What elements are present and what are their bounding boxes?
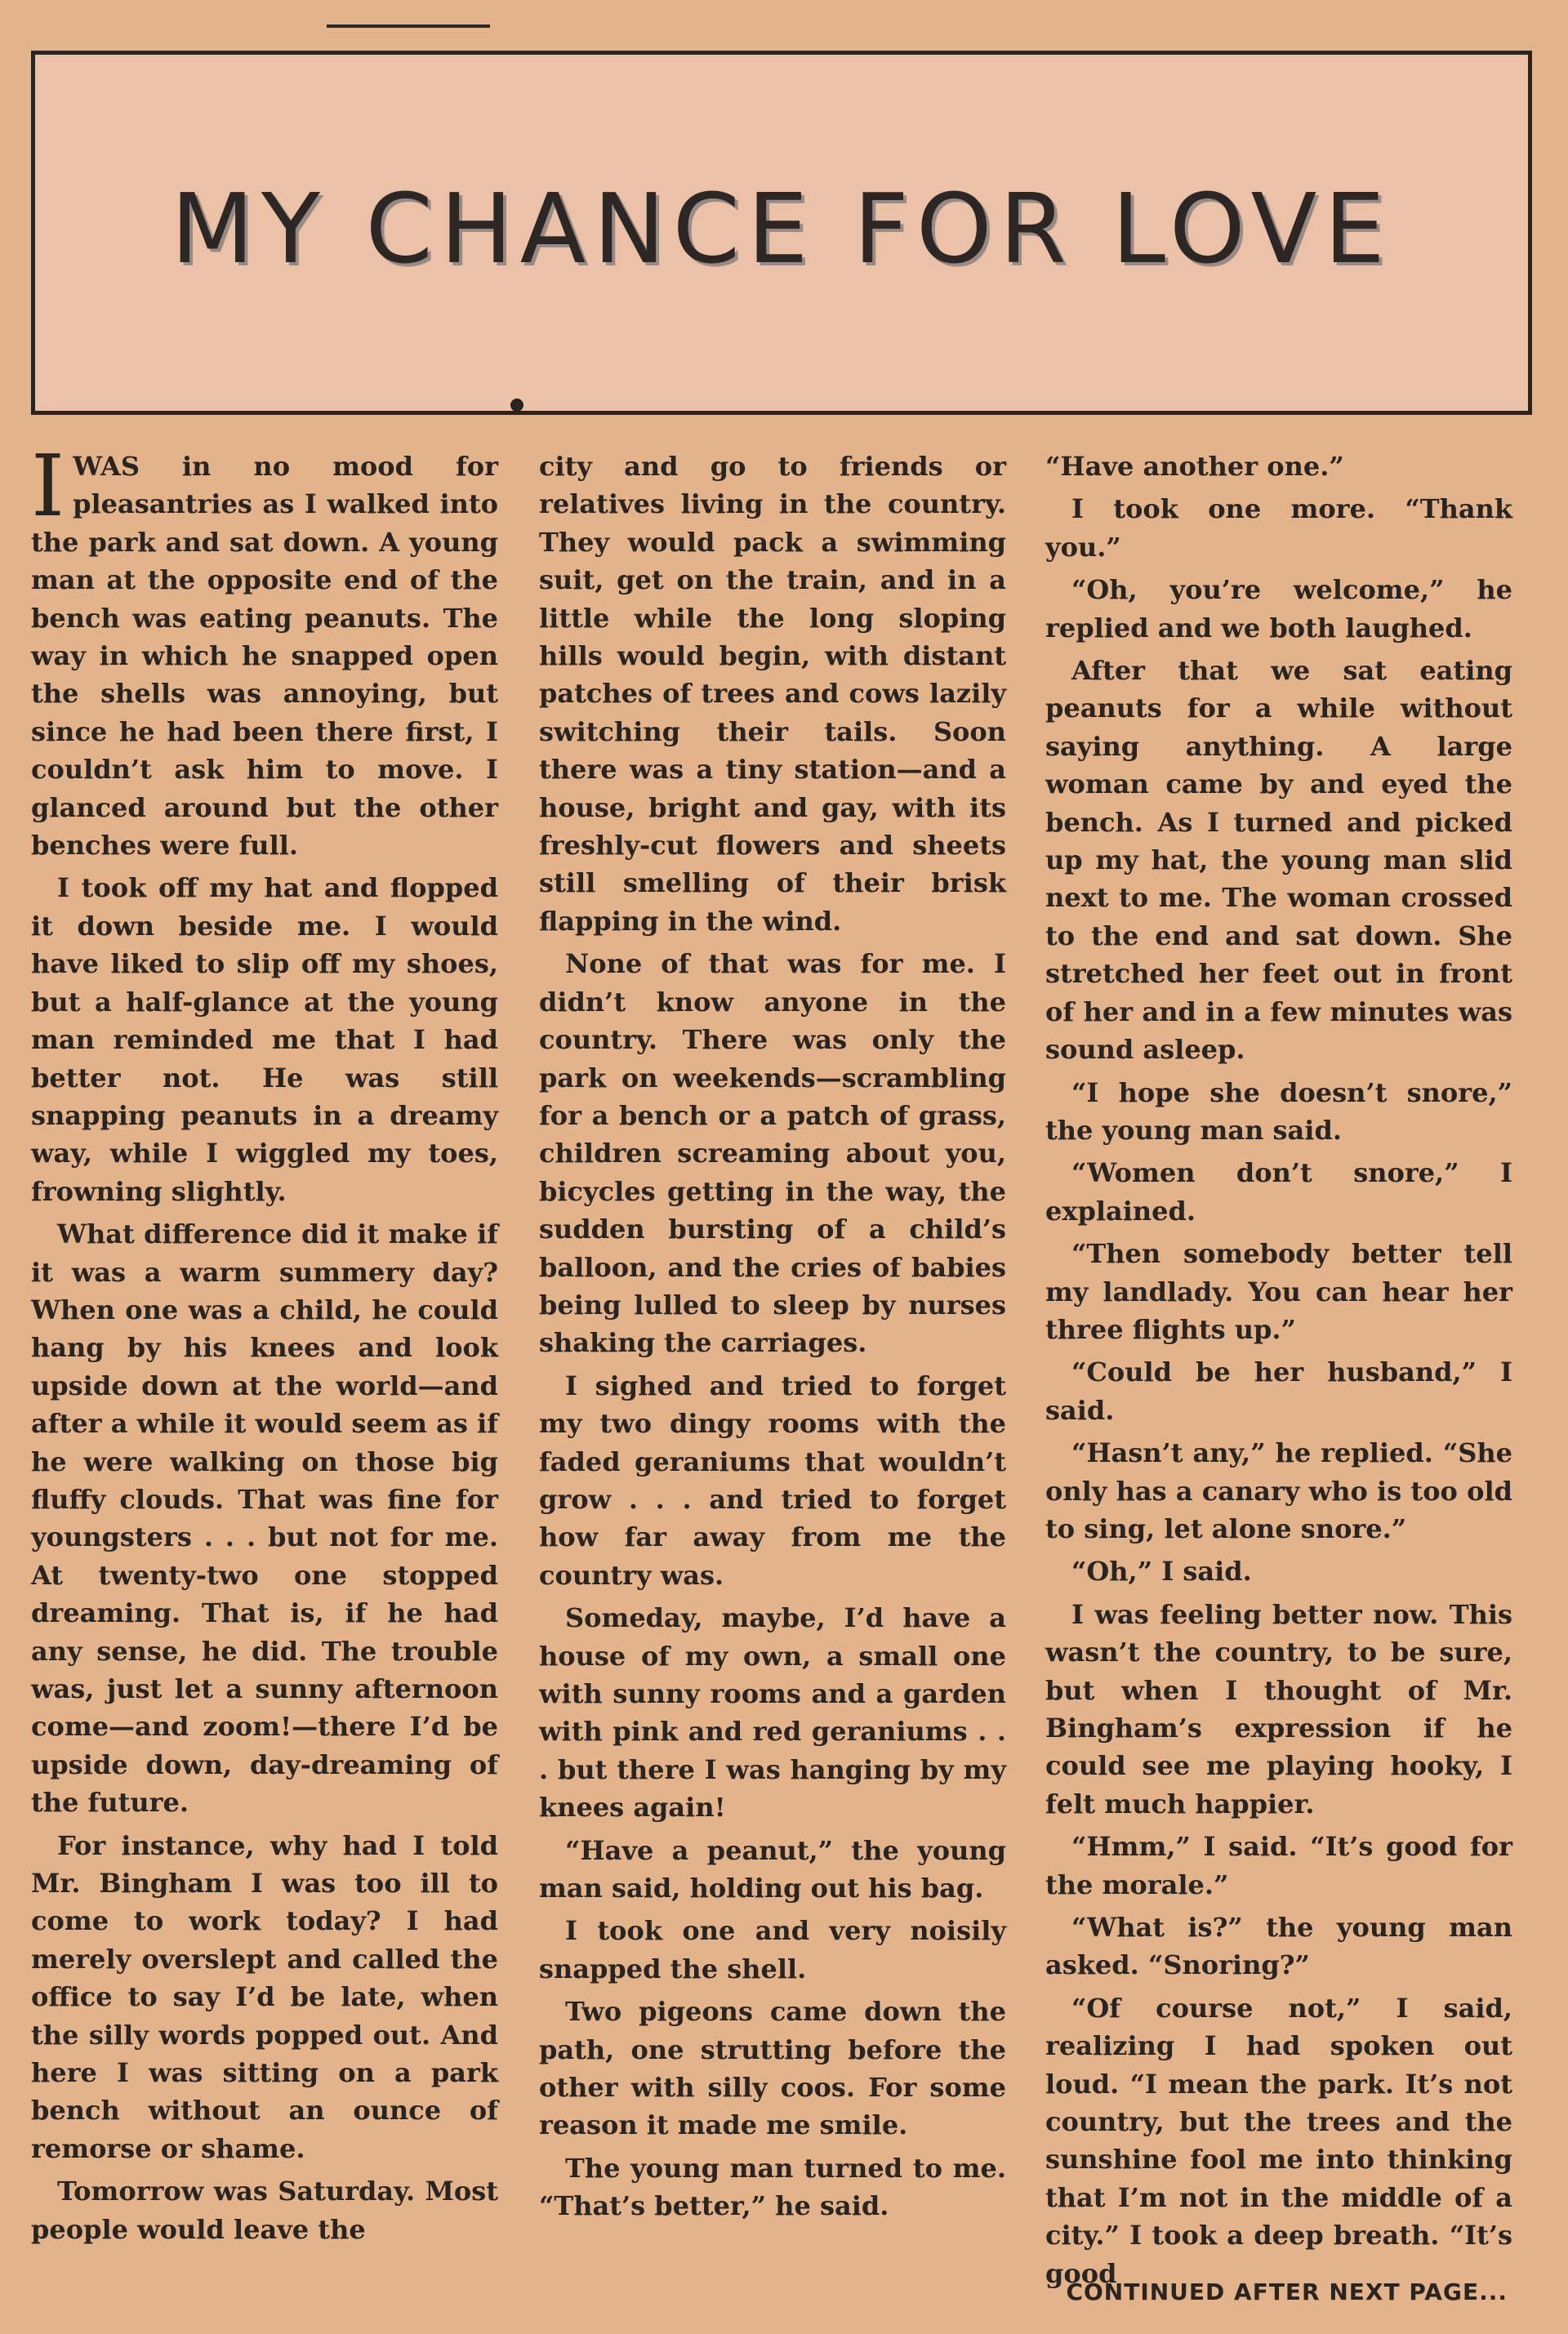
paragraph: “Of course not,” I said, realizing I had spoken out loud. “I mean the park. It’s not country, but the trees and the sunshine fool me into thinking that I’m not in the middle of a city.” I took a deep breath. “It’s good bbox=[1045, 1992, 1512, 2289]
continued-note: CONTINUED AFTER NEXT PAGE... bbox=[1066, 2278, 1508, 2305]
paragraph: The young man turned to me. “That’s better,” he said. bbox=[539, 2152, 1006, 2222]
paragraph: “Then somebody better tell my landlady. You can hear her three flights up.” bbox=[1045, 1238, 1512, 1345]
paragraph: I took one more. “Thank you.” bbox=[1045, 493, 1512, 563]
paragraph: “I hope she doesn’t snore,” the young man said. bbox=[1045, 1076, 1512, 1146]
paragraph: “Oh,” I said. bbox=[1071, 1556, 1252, 1588]
paragraph: “Hmm,” I said. “It’s good for the morale.” bbox=[1045, 1831, 1512, 1900]
paragraph: “Could be her husband,” I said. bbox=[1045, 1356, 1512, 1426]
column-1 bbox=[31, 436, 498, 2253]
paragraph: “Hasn’t any,” he replied. “She only has a canary who is too old to sing, let alone snore.” bbox=[1045, 1437, 1512, 1544]
paragraph: “Oh, you’re welcome,” he replied and we both laughed. bbox=[1045, 574, 1512, 644]
paragraph: I took one and very noisily snapped the shell. bbox=[539, 1915, 1006, 1984]
paragraph: What difference did it make if it was a warm summery day? When one was a child, he could hang by his knees and look upside down at the world—and after a while it would seem as if he were walking on those big fluffy clouds. That was fine for youngsters . . . but not for me. At twenty-two one stopped dreaming. That is, if he had any sense, he did. The trouble was, just let a sunny afternoon come—and zoom!—there I’d be upside down, day-dreaming of the future. bbox=[31, 1218, 498, 1819]
story-title: MY CHANCE FOR LOVE bbox=[171, 172, 1392, 285]
column-3 bbox=[1045, 448, 1512, 2297]
paragraph: After that we sat eating peanuts for a while without saying anything. A large woman came by and eyed the bench. As I turned and picked up my hat, the young man slid next to me. The woman crossed to the end and sat down. She stretched her feet out in front of her and in a few minutes was sound asleep. bbox=[1045, 655, 1512, 1066]
paragraph: None of that was for me. I didn’t know anyone in the country. There was only the park on weekends—scrambling for a bench or a patch of grass, children screaming about you, bicycles getting in the way, the sudden bursting of a child’s balloon, and the cries of babies being lulled to sleep by nurses shaking the carriages. bbox=[539, 948, 1006, 1359]
drop-cap: I bbox=[31, 436, 65, 536]
paragraph: “What is?” the young man asked. “Snoring?” bbox=[1045, 1912, 1512, 1981]
paragraph: Someday, maybe, I’d have a house of my own, a small one with sunny rooms and a garden with pink and red geraniums . . . but there I was hanging by my knees again! bbox=[539, 1602, 1006, 1824]
top-rule bbox=[327, 24, 490, 36]
paragraph: I took off my hat and flopped it down beside me. I would have liked to slip off my shoes, but a half-glance at the young man reminded me that I had better not. He was still snapping peanuts in a dreamy way, while I wiggled my toes, frowning slightly. bbox=[31, 872, 498, 1207]
paragraph: “Women don’t snore,” I explained. bbox=[1045, 1157, 1512, 1227]
column-2 bbox=[539, 448, 1006, 2230]
paragraph: Two pigeons came down the path, one strutting before the other with silly coos. For some reason it made me smile. bbox=[539, 1996, 1006, 2141]
title-dot bbox=[510, 399, 523, 412]
paragraph: IWAS in no mood for pleasantries as I walked into the park and sat down. A young man at the opposite end of the bench was eating peanuts. The way in which he snapped open the shells was annoying, but since he had been there first, I couldn’t ask him to move. I glanced around but the other benches were full. bbox=[31, 436, 498, 862]
title-panel bbox=[31, 51, 1532, 415]
paragraph: I sighed and tried to forget my two dingy rooms with the faded geraniums that wouldn’t grow . . . and tried to forget how far away from me the country was. bbox=[539, 1370, 1006, 1591]
paragraph: Tomorrow was Saturday. Most people would leave the bbox=[31, 2176, 498, 2245]
paragraph: “Have a peanut,” the young man said, holding out his bag. bbox=[539, 1834, 1006, 1904]
paragraph: For instance, why had I told Mr. Bingham I was too ill to come to work today? I had merely overslept and called the office to say I’d be late, when the silly words popped out. And here I was sitting on a park bench without an ounce of remorse or shame. bbox=[31, 1829, 498, 2164]
paragraph: city and go to friends or relatives living in the country. They would pack a swimming suit, get on the train, and in a little while the long sloping hills would begin, with distant patches of trees and cows lazily switching their tails. Soon there was a tiny station—and a house, bright and gay, with its freshly-cut flowers and sheets still smelling of their brisk flapping in the wind. bbox=[539, 451, 1006, 937]
paragraph: “Have another one.” bbox=[1045, 451, 1344, 482]
paragraph: I was feeling better now. This wasn’t the country, to be sure, but when I thought of Mr. Bingham’s expression if he could see me playing hooky, I felt much happier. bbox=[1045, 1598, 1512, 1820]
